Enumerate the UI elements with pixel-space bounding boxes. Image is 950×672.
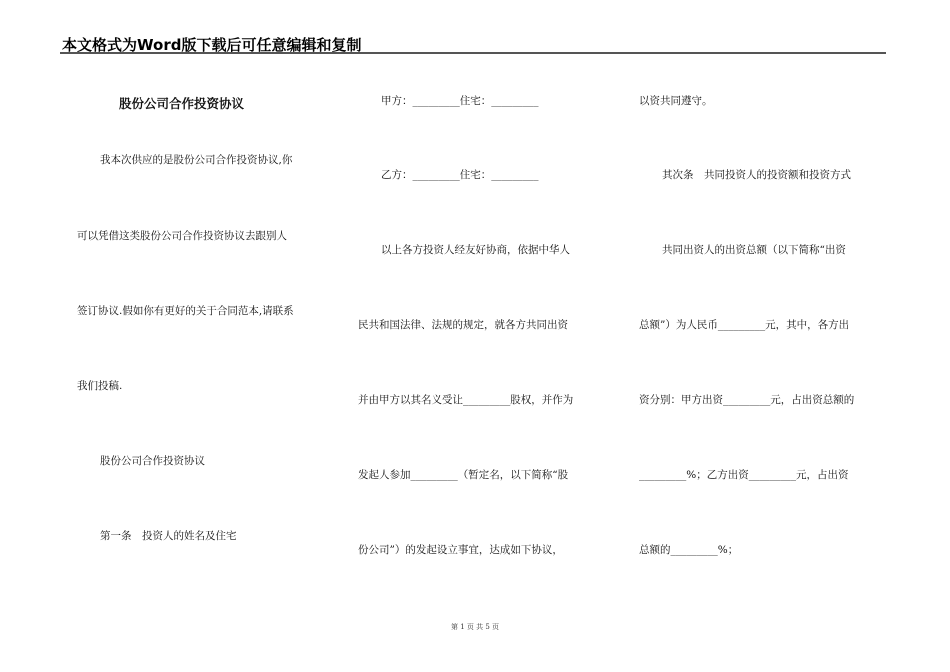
- article-heading: 其次条 共同投资人的投资额和投资方式: [662, 169, 851, 181]
- paragraph-line: 总额”）为人民币_________元，其中，各方出: [639, 319, 850, 331]
- paragraph-line: 共同出资人的出资总额（以下简称“出资: [662, 244, 846, 256]
- paragraph-line: 民共和国法律、法规的规定，就各方共同出资: [358, 319, 568, 331]
- paragraph-line: _________%；乙方出资_________元，占出资: [639, 469, 849, 481]
- paragraph-line: 可以凭借这类股份公司合作投资协议去跟别人: [77, 230, 287, 242]
- paragraph-line: 份公司”）的发起设立事宜，达成如下协议，: [358, 544, 563, 556]
- article-heading: 第一条 投资人的姓名及住宅: [100, 530, 237, 542]
- paragraph-line: 资分别：甲方出资_________元，占出资总额的: [639, 394, 855, 406]
- paragraph-line: 发起人参加_________（暂定名，以下简称“股: [358, 469, 569, 481]
- paragraph-line: 以上各方投资人经友好协商，依据中华人: [381, 244, 570, 256]
- paragraph-line: 我本次供应的是股份公司合作投资协议,你: [100, 154, 293, 166]
- party-b-line: 乙方：_________住宅：_________: [381, 169, 539, 181]
- section-heading: 股份公司合作投资协议: [100, 455, 205, 467]
- paragraph-line: 总额的_________%；: [639, 544, 739, 556]
- paragraph-line: 并由甲方以其名义受让_________股权，并作为: [358, 394, 574, 406]
- header-title: 本文格式为Word版下载后可任意编辑和复制: [62, 36, 362, 54]
- paragraph-line: 以资共同遵守。: [639, 95, 713, 107]
- document-title: 股份公司合作投资协议: [119, 96, 245, 111]
- header-rule: [60, 52, 886, 54]
- paragraph-line: 我们投稿.: [77, 380, 123, 392]
- paragraph-line: 签订协议.假如你有更好的关于合同范本,请联系: [77, 305, 294, 317]
- party-a-line: 甲方：_________住宅：_________: [381, 95, 539, 107]
- page-footer: 第 1 页 共 5 页: [450, 623, 500, 631]
